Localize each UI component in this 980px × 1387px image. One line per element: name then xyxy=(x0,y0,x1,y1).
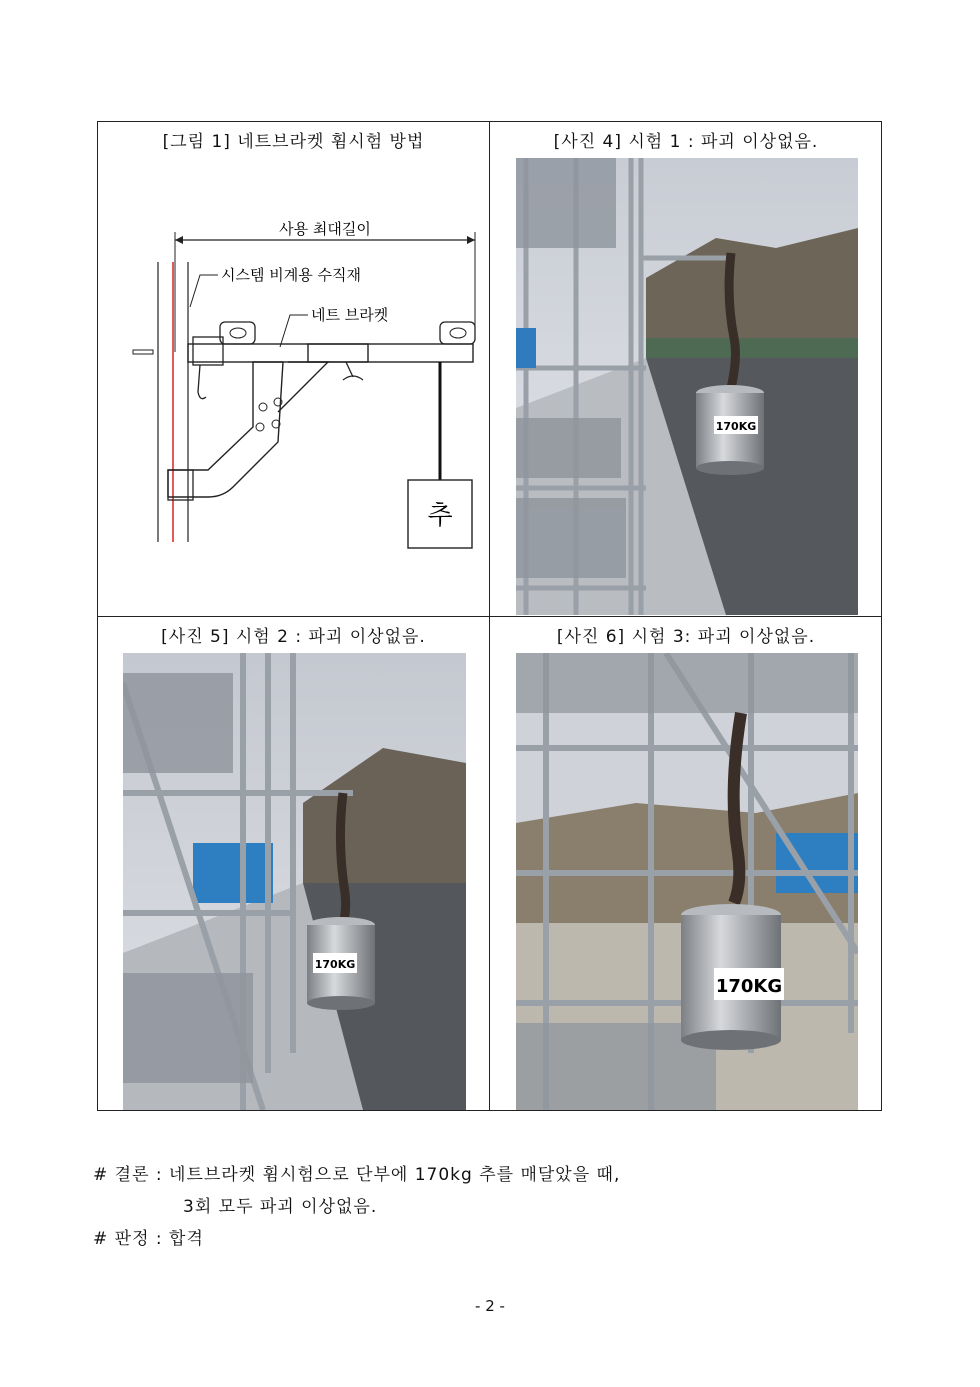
photo5-weight-tag: 170KG xyxy=(314,958,356,971)
bracket-diagram xyxy=(128,212,483,557)
table-divider-horizontal xyxy=(98,616,881,617)
max-length-label: 사용 최대길이 xyxy=(279,220,371,238)
figure-table xyxy=(97,121,882,1111)
photo6-weight-tag: 170KG xyxy=(715,976,783,997)
photo4-image xyxy=(516,158,858,615)
weight-diagram-label: 추 xyxy=(427,501,453,531)
page-number: - 2 - xyxy=(475,1297,505,1315)
photo4-weight-tag: 170KG xyxy=(715,420,757,433)
photo5-caption: [사진 5] 시험 2 : 파괴 이상없음. xyxy=(161,627,426,647)
bracket-label: 네트 브라켓 xyxy=(311,306,389,324)
photo5-image xyxy=(123,653,466,1110)
photo4-caption: [사진 4] 시험 1 : 파괴 이상없음. xyxy=(553,132,819,152)
photo6-image xyxy=(516,653,858,1110)
conclusion-line-1: # 결론 : 네트브라켓 휨시험으로 단부에 170kg 추를 매달았을 때, xyxy=(93,1165,621,1185)
conclusion-line-2: 3회 모두 파괴 이상없음. xyxy=(183,1197,378,1217)
photo6-caption: [사진 6] 시험 3: 파괴 이상없음. xyxy=(556,627,816,647)
figure1-caption: [그림 1] 네트브라켓 휨시험 방법 xyxy=(162,132,425,152)
upright-label: 시스템 비계용 수직재 xyxy=(221,266,361,284)
judgement-line: # 판정 : 합격 xyxy=(93,1229,204,1249)
